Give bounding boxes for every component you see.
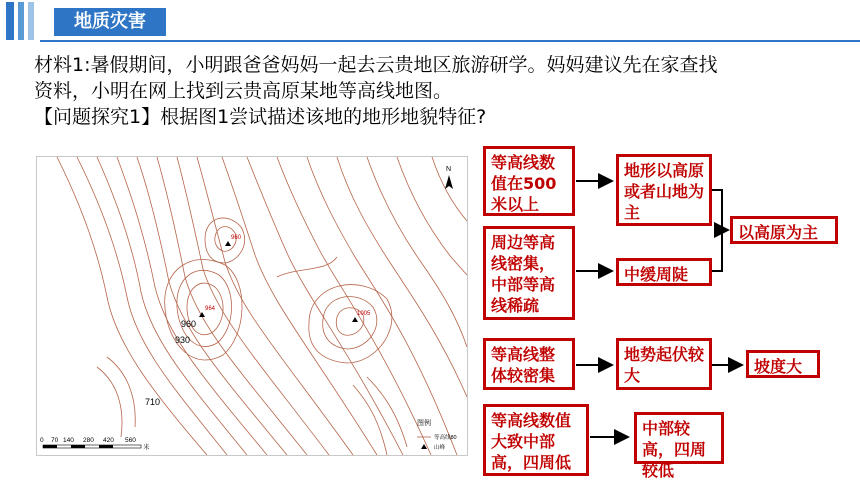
- scale-tick-label: 0: [40, 437, 44, 444]
- contour-value-label: 710: [145, 397, 161, 407]
- question-text: 【问题探究1】根据图1尝试描述该地的地形地貌特征?: [34, 106, 487, 128]
- box-contour-above-500: 等高线数值在500米以上: [483, 146, 575, 216]
- scale-tick-label: 140: [63, 437, 74, 444]
- legend-contour-label: 等高线80: [434, 435, 457, 441]
- box-mainly-plateau: 以高原为主: [730, 216, 838, 244]
- box-large-relief: 地势起伏较大: [616, 338, 712, 390]
- scale-tick-label: 420: [103, 437, 114, 444]
- scale-tick-label: 70: [51, 437, 59, 444]
- peak-label: 960: [231, 235, 242, 241]
- box-gentle-center-steep-edge: 中缓周陡: [616, 258, 712, 286]
- box-contour-center-high: 等高线数值大致中部高，四周低: [483, 404, 589, 476]
- flow-arrow: [712, 190, 728, 230]
- legend-title: 图例: [417, 420, 431, 427]
- scale-tick-label: 560: [125, 437, 136, 444]
- box-contour-density-pattern: 周边等高线密集，中部等高线稀疏: [483, 226, 575, 320]
- box-contour-dense-overall: 等高线整体较密集: [483, 338, 575, 390]
- box-center-high-edges-low: 中部较高，四周较低: [634, 412, 724, 464]
- contour-value-label: 930: [175, 335, 191, 345]
- page-title: 地质灾害: [54, 8, 166, 36]
- peak-label: 964: [205, 306, 216, 312]
- peak-label: 1005: [357, 311, 371, 317]
- material-text-line1: 材料1:暑假期间，小明跟爸爸妈妈一起去云贵地区旅游研学。妈妈建议先在家查找: [34, 54, 718, 76]
- box-steep-slope: 坡度大: [746, 350, 820, 378]
- material-text-line2: 资料，小明在网上找到云贵高原某地等高线地图。: [34, 80, 453, 102]
- scale-unit: 米: [143, 444, 150, 451]
- box-plateau-or-mountain: 地形以高原或者山地为主: [616, 154, 712, 226]
- flow-bracket: [712, 230, 722, 271]
- contour-value-label: 960: [181, 319, 197, 329]
- legend-peak-label: 山峰: [434, 445, 446, 451]
- north-label: N: [446, 166, 452, 173]
- scale-tick-label: 280: [83, 437, 94, 444]
